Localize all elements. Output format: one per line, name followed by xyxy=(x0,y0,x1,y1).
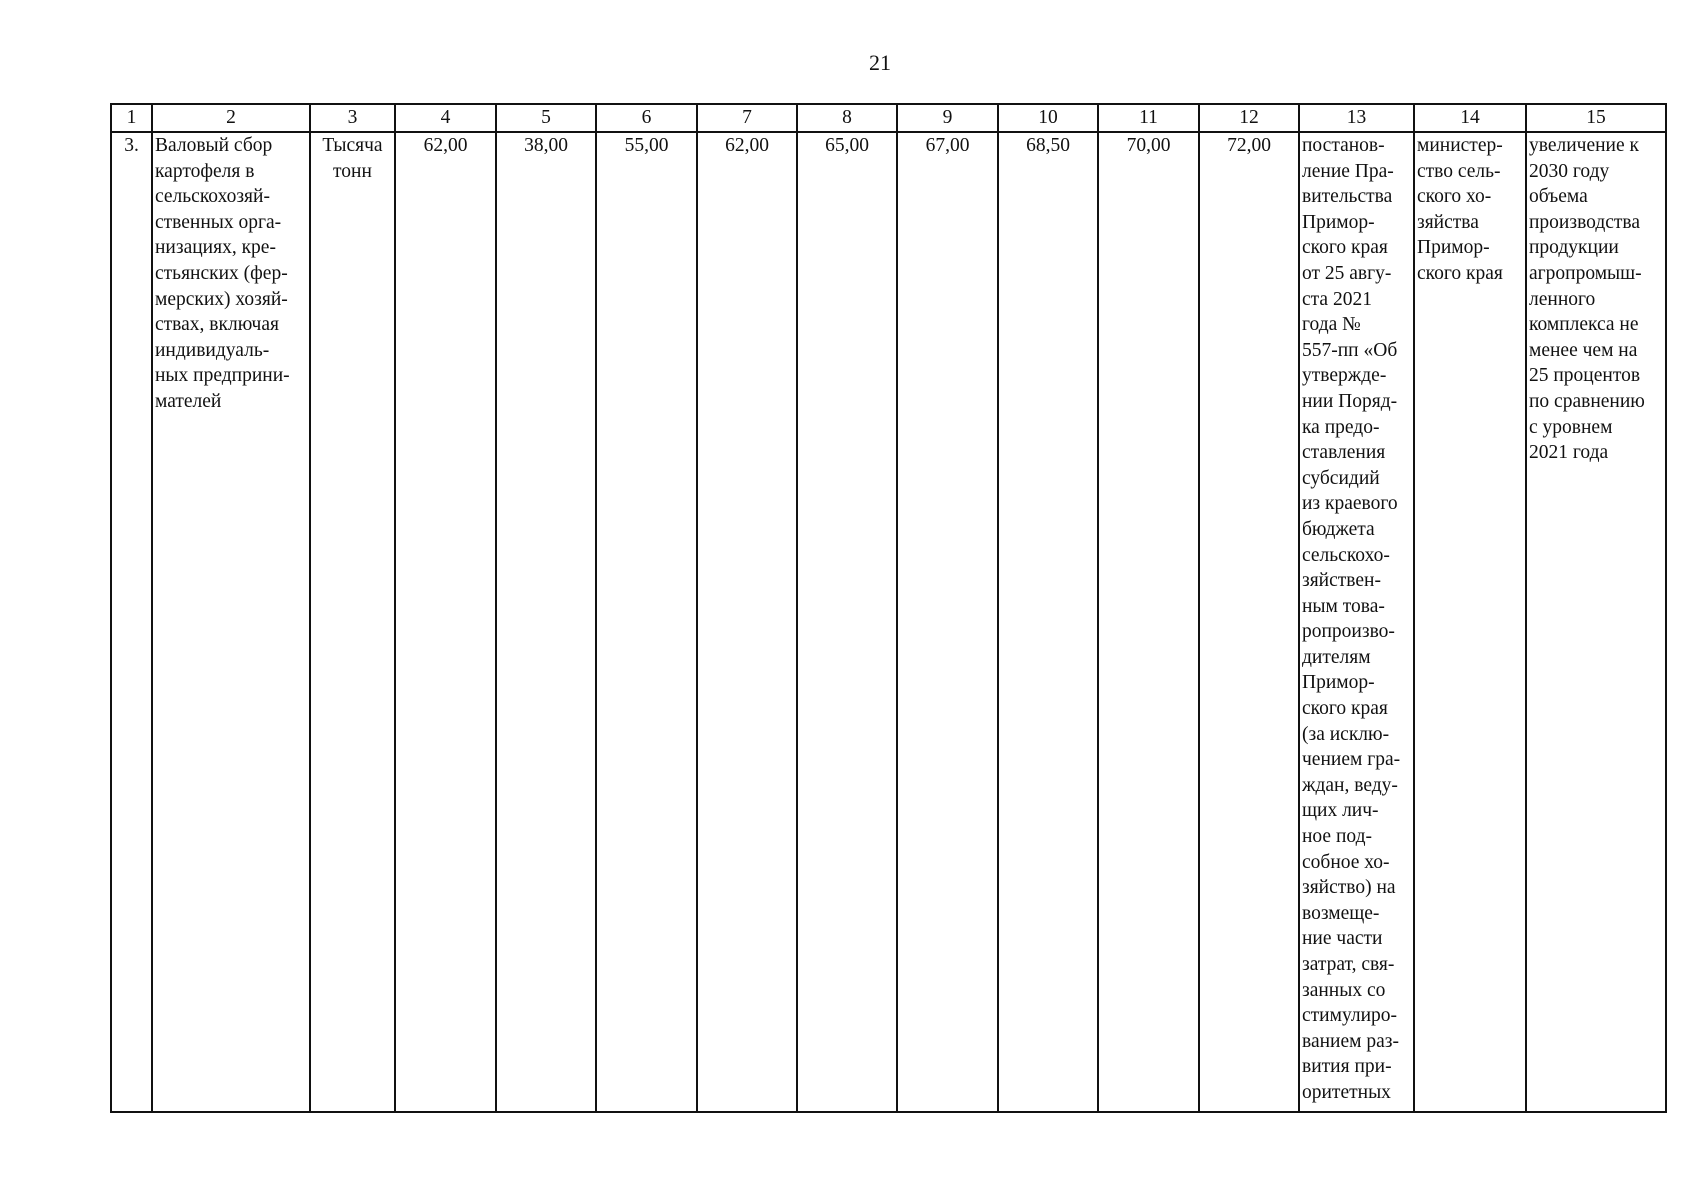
column-header: 2 xyxy=(152,104,310,132)
value-cell: 68,50 xyxy=(998,132,1098,1112)
column-header: 1 xyxy=(111,104,152,132)
page-number: 21 xyxy=(869,50,891,75)
value-cell: 72,00 xyxy=(1199,132,1299,1112)
column-header: 6 xyxy=(596,104,697,132)
column-header: 5 xyxy=(496,104,596,132)
column-header: 11 xyxy=(1098,104,1199,132)
column-header: 10 xyxy=(998,104,1098,132)
column-header: 8 xyxy=(797,104,897,132)
regulatory-document: постанов- ление Пра- вительства Примор- ского края от 25 авгу- ста 2021 года № 557-пп «Об утвержде- нии Поряд- ка предо- ставления субсидий из краевого бюджета сельскохо- зяйствен- ным това- ропроизво- дителям Примор- ского края (за исклю- чением гра- ждан, веду- щих лич- ное под- собное хо- зяйство) на возмеще- ние части затрат, свя- занных со стимулиро- ванием раз- вития при- оритетных xyxy=(1299,132,1414,1112)
column-header: 12 xyxy=(1199,104,1299,132)
column-header: 4 xyxy=(395,104,496,132)
expected-result: увеличение к 2030 году объема производства продукции агропромыш- ленного комплекса не менее чем на 25 процентов по сравнению с уровнем 2021 года xyxy=(1526,132,1666,1112)
column-header: 7 xyxy=(697,104,797,132)
header-row xyxy=(111,104,1666,132)
column-header: 15 xyxy=(1526,104,1666,132)
value-cell: 65,00 xyxy=(797,132,897,1112)
indicator-name: Валовый сбор картофеля в сельскохозяй- ственных орга- низациях, кре- стьянских (фер- мерских) хозяй- ствах, включая индивидуаль- ных предприни- мателей xyxy=(152,132,310,1112)
row-number: 3. xyxy=(111,132,152,1112)
value-cell: 67,00 xyxy=(897,132,998,1112)
column-header: 13 xyxy=(1299,104,1414,132)
column-header: 9 xyxy=(897,104,998,132)
column-header: 3 xyxy=(310,104,395,132)
column-header: 14 xyxy=(1414,104,1526,132)
responsible-body: министер- ство сель- ского хо- зяйства Примор- ского края xyxy=(1414,132,1526,1112)
value-cell: 38,00 xyxy=(496,132,596,1112)
value-cell: 70,00 xyxy=(1098,132,1199,1112)
value-cell: 55,00 xyxy=(596,132,697,1112)
unit-of-measure: Тысяча тонн xyxy=(310,132,395,1112)
table-row xyxy=(111,132,1666,1112)
value-cell: 62,00 xyxy=(697,132,797,1112)
indicator-table xyxy=(110,103,1667,1113)
value-cell: 62,00 xyxy=(395,132,496,1112)
